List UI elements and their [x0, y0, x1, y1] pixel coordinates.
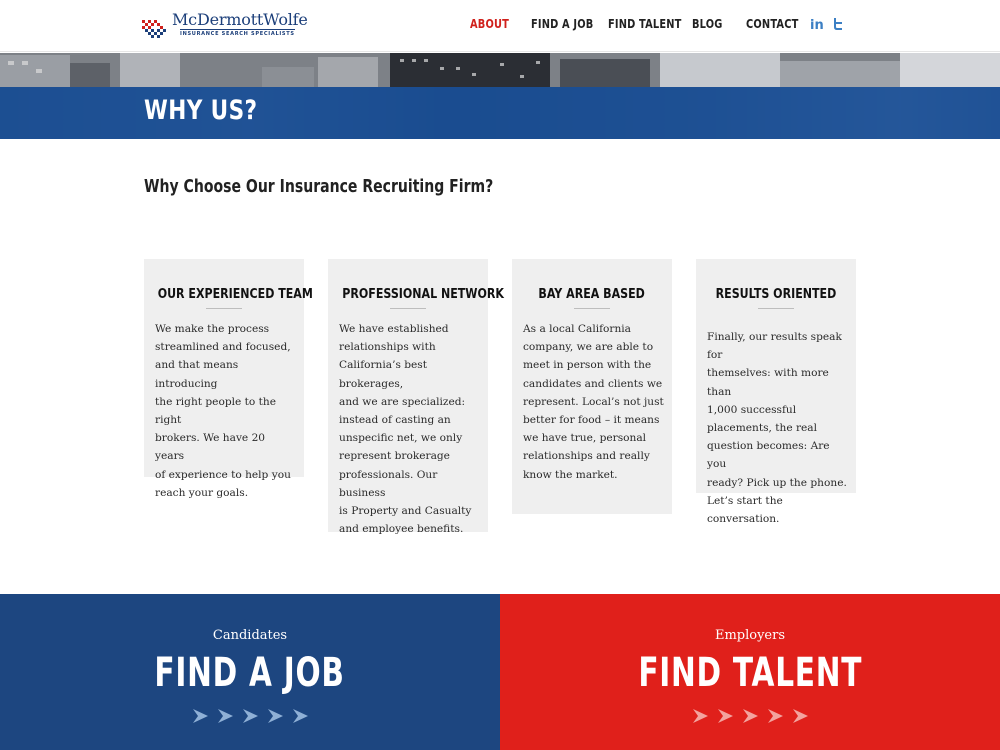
- card-title: OUR EXPERIENCED TEAM: [157, 287, 313, 302]
- chevron-arrows-icon: [500, 707, 1000, 725]
- card-title: PROFESSIONAL NETWORK: [342, 287, 504, 302]
- page-title: WHY US?: [144, 95, 258, 126]
- chevron-arrows-icon: [0, 707, 500, 725]
- find-a-job-cta[interactable]: [0, 594, 500, 750]
- feature-card-network: [328, 259, 504, 536]
- twitter-icon[interactable]: [831, 16, 845, 32]
- section-heading: Why Choose Our Insurance Recruiting Firm?: [144, 176, 494, 197]
- feature-card-bay-area: [512, 259, 672, 514]
- brand-tagline: INSURANCE SEARCH SPECIALISTS: [180, 31, 295, 37]
- hero-banner: [0, 53, 1000, 139]
- card-body: We have established relationships with California’s best brokerages, and we are specialized: instead of casting an unspecific net, we only represent brokerage professionals. Our business is Property and Casualty and employee benefits.: [339, 323, 472, 536]
- find-talent-cta[interactable]: [500, 594, 1000, 750]
- card-divider: [390, 308, 426, 309]
- nav-find-talent[interactable]: FIND TALENT: [608, 17, 682, 31]
- card-title: BAY AREA BASED: [538, 287, 646, 302]
- cta-title: FIND TALENT: [638, 650, 862, 696]
- card-divider: [758, 308, 794, 309]
- svg-text:in: in: [810, 18, 824, 32]
- nav-find-a-job[interactable]: FIND A JOB: [531, 17, 594, 31]
- feature-card-results: [696, 259, 856, 526]
- card-divider: [206, 308, 242, 309]
- checkered-logo-icon: [142, 20, 176, 38]
- cta-subtitle: Employers: [714, 628, 786, 643]
- cta-title: FIND A JOB: [154, 650, 346, 696]
- feature-card-team: [144, 259, 313, 499]
- site-header: [0, 0, 1000, 52]
- brand-name: McDermottWolfe: [172, 10, 308, 29]
- city-skyline-image: [0, 53, 1000, 87]
- cta-subtitle: Candidates: [212, 628, 288, 643]
- linkedin-icon[interactable]: [810, 16, 824, 32]
- card-divider: [574, 308, 610, 309]
- card-title: RESULTS ORIENTED: [715, 287, 837, 302]
- card-body: As a local California company, we are able to meet in person with the candidates and clients we represent. Local’s not just better for food – it means we have true, personal relationships and really know the market.: [523, 323, 664, 481]
- site-logo[interactable]: [142, 10, 308, 42]
- card-body: We make the process streamlined and focused, and that means introducing the right people to the right brokers. We have 20 years of experience to help you reach your goals.: [155, 323, 291, 499]
- nav-blog[interactable]: BLOG: [692, 17, 723, 31]
- card-body: Finally, our results speak for themselves: with more than 1,000 successful placements, the real question becomes: Are you ready? Pick up the phone. Let’s start the conversation.: [707, 331, 847, 526]
- nav-contact[interactable]: CONTACT: [746, 17, 799, 31]
- nav-about[interactable]: ABOUT: [470, 17, 510, 31]
